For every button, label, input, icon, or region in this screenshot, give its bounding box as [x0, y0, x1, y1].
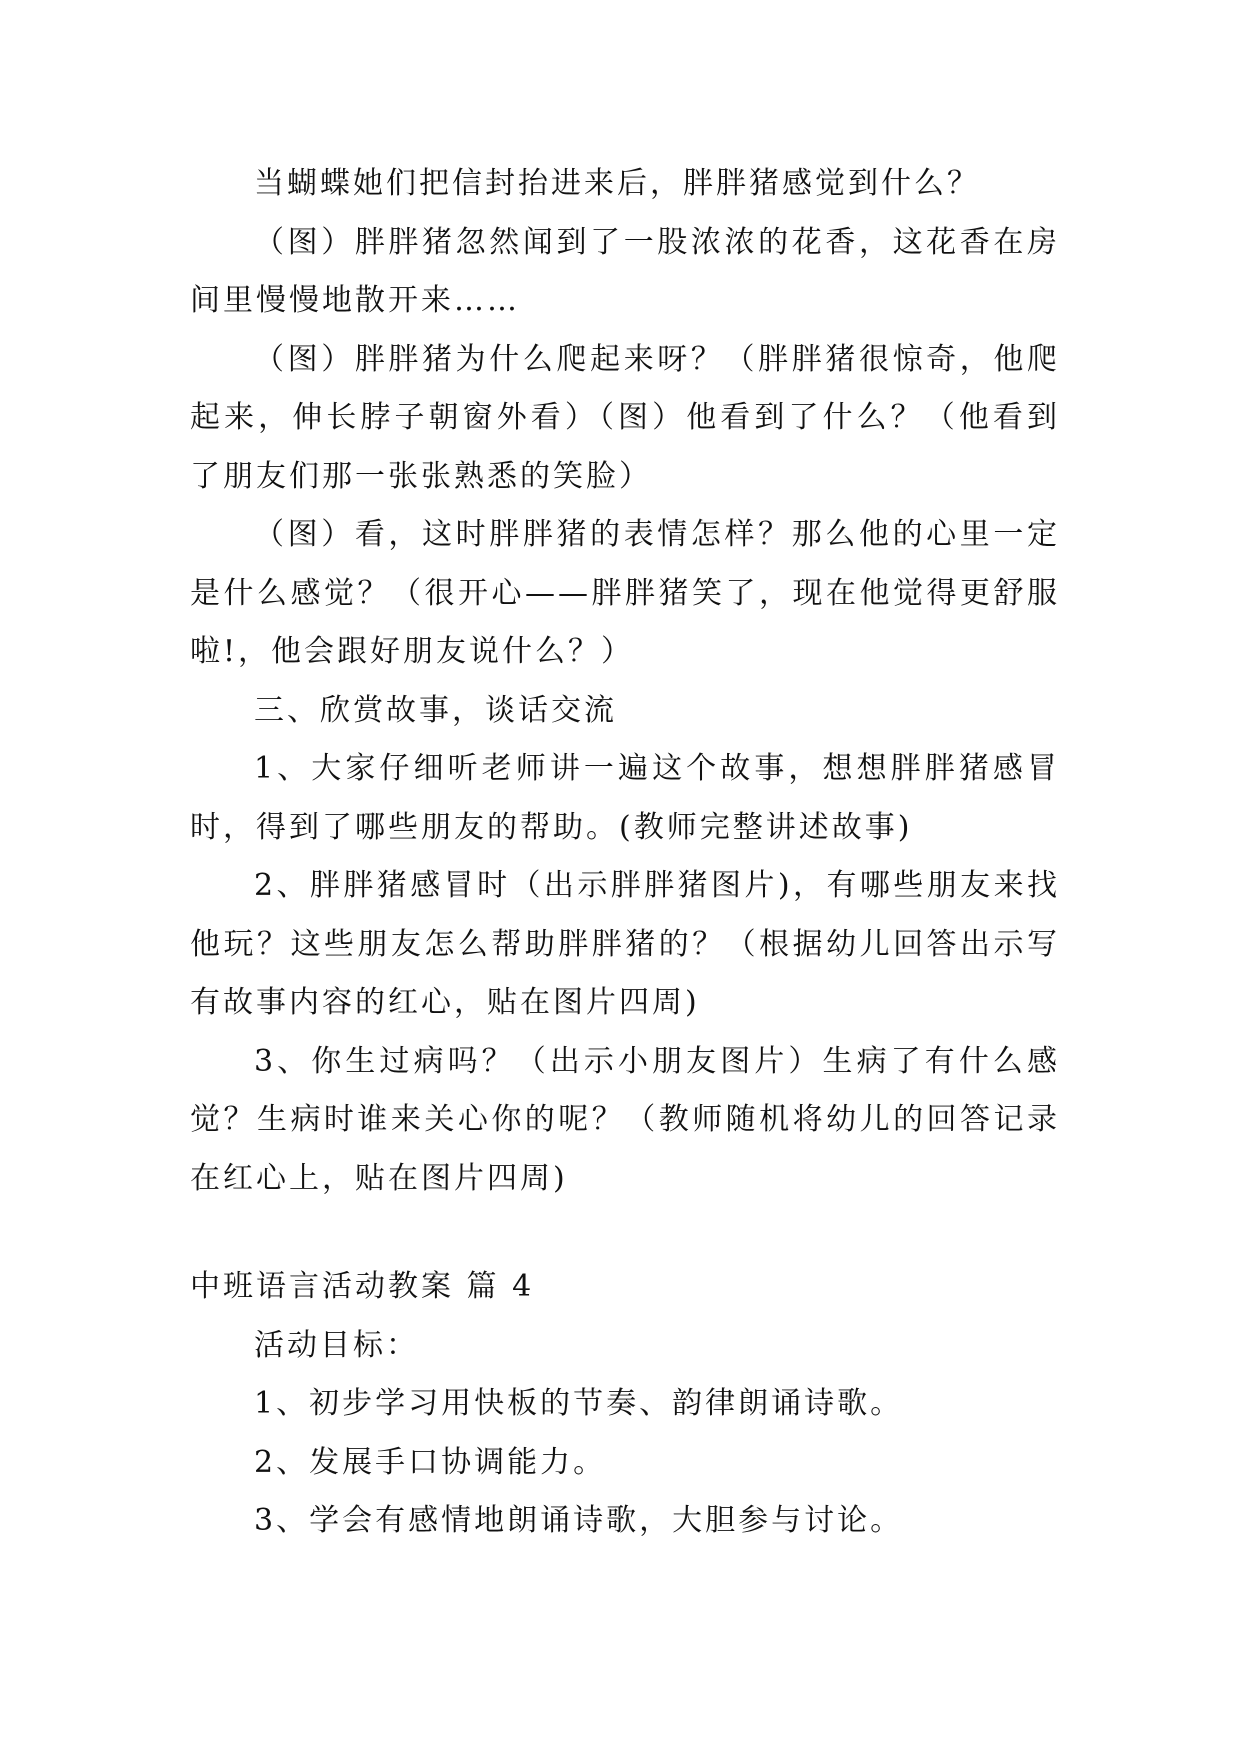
- section-heading: 三、欣赏故事，谈话交流: [254, 692, 617, 728]
- paragraph: （图）胖胖猪忽然闻到了一股浓浓的花香，这花香在房间里慢慢地散开来……: [190, 224, 1060, 318]
- paragraph: 当蝴蝶她们把信封抬进来后，胖胖猪感觉到什么？: [254, 166, 980, 201]
- chapter-title: 中班语言活动教案 篇 4: [190, 1269, 535, 1304]
- subsection-label: 活动目标：: [254, 1327, 419, 1363]
- document-body: [190, 155, 1060, 1551]
- list-item: 2、胖胖猪感冒时（出示胖胖猪图片)，有哪些朋友来找他玩？这些朋友怎么帮助胖胖猪的？（根据幼儿回答出示写有故事内容的红心，贴在图片四周): [190, 868, 1060, 1020]
- list-item: 3、学会有感情地朗诵诗歌，大胆参与讨论。: [254, 1503, 904, 1538]
- list-item: 3、你生过病吗？（出示小朋友图片）生病了有什么感觉？生病时谁来关心你的呢？（教师随机将幼儿的回答记录在红心上，贴在图片四周): [190, 1043, 1060, 1196]
- list-item: 1、初步学习用快板的节奏、韵律朗诵诗歌。: [254, 1386, 904, 1421]
- list-item: 1、大家仔细听老师讲一遍这个故事，想想胖胖猪感冒时，得到了哪些朋友的帮助。(教师完整讲述故事): [190, 751, 1060, 845]
- list-item: 2、发展手口协调能力。: [254, 1444, 607, 1480]
- paragraph: （图）看，这时胖胖猪的表情怎样？那么他的心里一定是什么感觉？（很开心——胖胖猪笑了，现在他觉得更舒服啦!，他会跟好朋友说什么？）: [190, 517, 1060, 669]
- paragraph: （图）胖胖猪为什么爬起来呀？（胖胖猪很惊奇，他爬起来，伸长脖子朝窗外看）（图）他看到了什么？（他看到了朋友们那一张张熟悉的笑脸）: [190, 341, 1060, 494]
